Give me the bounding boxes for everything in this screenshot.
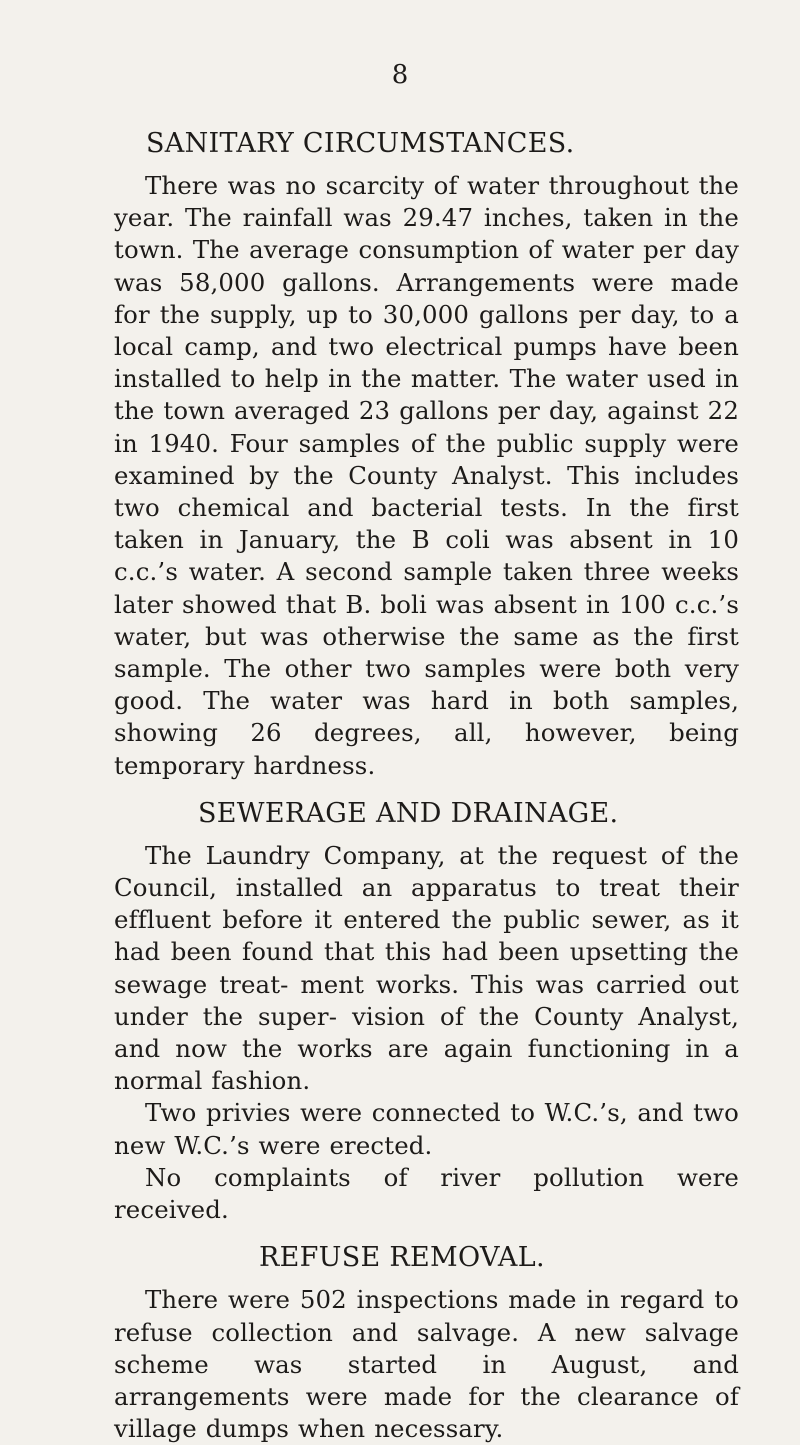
- section-heading: REFUSE REMOVAL.: [259, 1242, 545, 1274]
- paragraph: Two privies were connected to W.C.’s, and two new W.C.’s were erected.: [114, 1098, 739, 1160]
- paragraph: There were 502 inspections made in regard to refuse collection and salvage. A new salvage scheme was started in August, and arrangements were made for the clearance of village dumps when necessary.: [114, 1285, 739, 1444]
- page-content: [114, 126, 739, 1445]
- section-heading: SANITARY CIRCUMSTANCES.: [146, 128, 575, 159]
- section-sanitary-circumstances: [114, 126, 739, 782]
- paragraph: No complaints of river pollution were received.: [114, 1162, 739, 1225]
- section-heading: SEWERAGE AND DRAINAGE.: [198, 797, 619, 829]
- page-number: 8: [391, 60, 409, 90]
- section-sewerage-and-drainage: [114, 796, 739, 1226]
- section-refuse-removal: [114, 1240, 739, 1445]
- paragraph: There was no scarcity of water throughout the year. The rainfall was 29.47 inches, taken in the town. The average consumption of water per day was 58,000 gallons. Arrangements were made for the supply, up to 30,000 gallons per day, to a local camp, and two electrical pumps have been installed to help in the matter. The water used in the town averaged 23 gallons per day, against 22 in 1940. Four samples of the public supply were examined by the County Analyst. This includes two chemical and bacterial tests. In the first taken in January, the B coli was absent in 10 c.c.’s water. A second sample taken three weeks later showed that B. boli was absent in 100 c.c.’s water, but was otherwise the same as the first sample. The other two samples were both very good. The water was hard in both samples, showing 26 degrees, all, however, being temporary hardness.: [114, 171, 739, 780]
- paragraph: The Laundry Company, at the request of the Council, installed an apparatus to treat their effluent before it entered the public sewer, as it had been found that this had been upsetting the sewage treat- ment works. This was carried out under the super- vision of the County Analyst, and now the works are again functioning in a normal fashion.: [114, 840, 739, 1096]
